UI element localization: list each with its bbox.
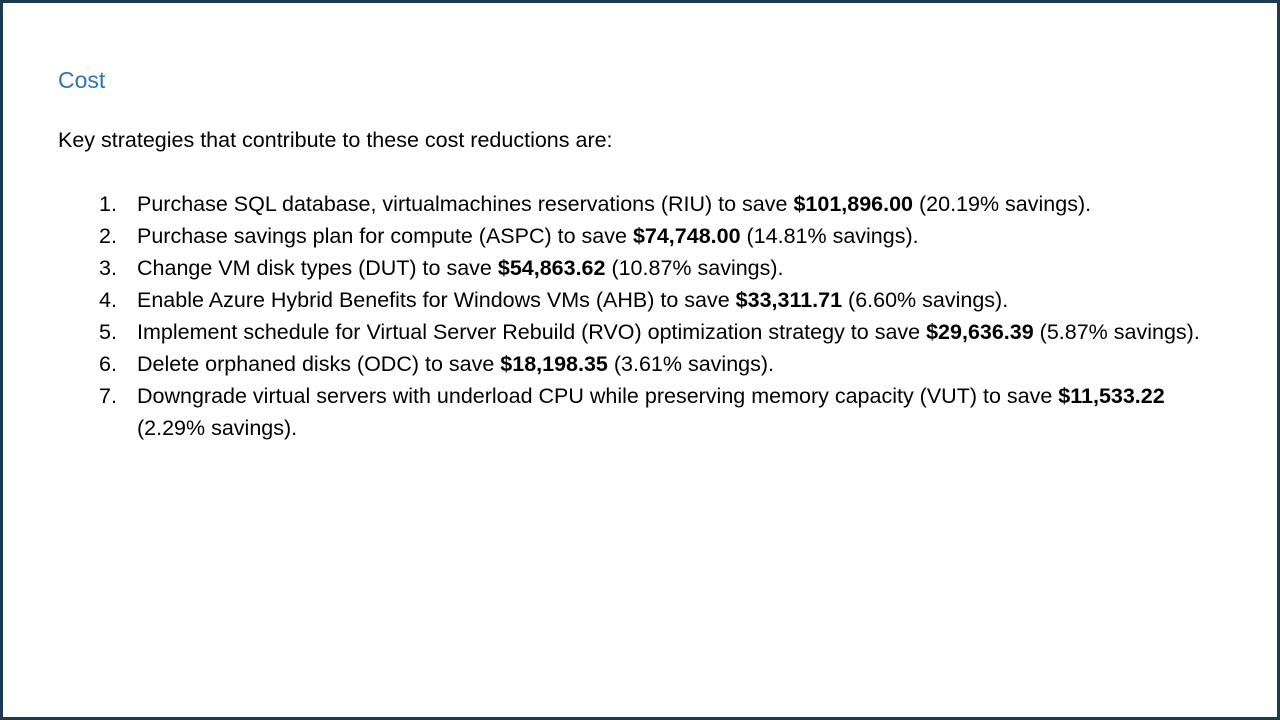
slide-title: Cost <box>58 67 106 93</box>
savings-amount: $101,896.00 <box>793 192 914 216</box>
savings-percent: (10.87% savings). <box>605 256 784 280</box>
savings-percent: (6.60% savings). <box>842 288 1009 312</box>
savings-amount: $18,198.35 <box>500 352 608 376</box>
savings-percent: (5.87% savings). <box>1033 320 1200 344</box>
item-text: Downgrade virtual servers with underload CPU while preserving memory capacity (VUT) to save <box>137 384 1059 408</box>
item-text: Delete orphaned disks (ODC) to save <box>137 352 501 376</box>
item-number: 7. <box>99 384 117 408</box>
savings-amount: $29,636.39 <box>926 320 1034 344</box>
strategy-item <box>58 284 1233 316</box>
savings-percent: (20.19% savings). <box>913 192 1092 216</box>
strategy-list <box>58 188 1233 444</box>
strategy-item <box>58 380 1233 444</box>
item-number: 3. <box>99 256 117 280</box>
item-text: Purchase SQL database, virtualmachines reservations (RIU) to save <box>137 192 794 216</box>
item-number: 5. <box>99 320 117 344</box>
item-text: Implement schedule for Virtual Server Rebuild (RVO) optimization strategy to save <box>137 320 927 344</box>
strategy-item <box>58 252 1233 284</box>
savings-amount: $54,863.62 <box>497 256 606 280</box>
item-number: 4. <box>99 288 117 312</box>
savings-percent: (14.81% savings). <box>740 224 919 248</box>
intro-text: Key strategies that contribute to these cost reductions are: <box>58 128 613 152</box>
item-number: 2. <box>99 224 117 248</box>
savings-percent: (2.29% savings). <box>137 416 298 440</box>
item-text: Purchase savings plan for compute (ASPC) to save <box>137 224 633 248</box>
item-number: 6. <box>99 352 117 376</box>
strategy-item <box>58 188 1233 220</box>
savings-amount: $33,311.71 <box>735 288 843 312</box>
strategy-item <box>58 316 1233 348</box>
savings-percent: (3.61% savings). <box>607 352 774 376</box>
item-text: Enable Azure Hybrid Benefits for Windows VMs (AHB) to save <box>137 288 736 312</box>
strategy-item <box>58 220 1233 252</box>
savings-amount: $74,748.00 <box>632 224 741 248</box>
item-text: Change VM disk types (DUT) to save <box>137 256 498 280</box>
savings-amount: $11,533.22 <box>1058 384 1165 408</box>
strategy-item <box>58 348 1233 380</box>
item-number: 1. <box>99 192 117 216</box>
